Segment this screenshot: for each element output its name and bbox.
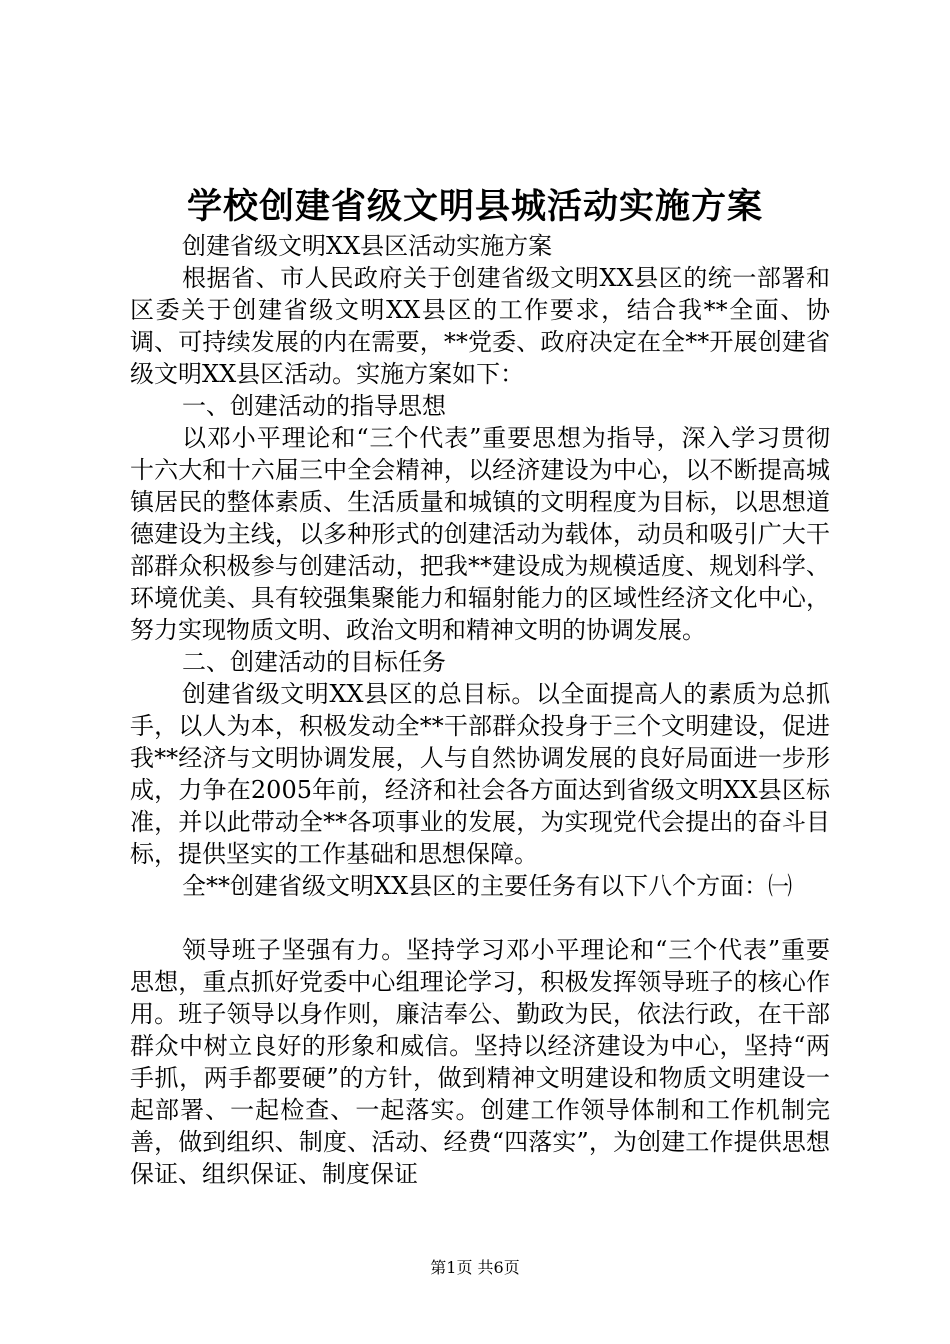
paragraph-intro: 根据省、市人民政府关于创建省级文明XX县区的统一部署和区委关于创建省级文明XX县区的工作要求，结合我**全面、协调、可持续发展的内在需要，**党委、政府决定在全**开展创建省级文明XX县区活动。实施方案如下： [130, 264, 830, 388]
section-heading-2: 二、创建活动的目标任务 [182, 648, 446, 676]
document-body [130, 230, 830, 1190]
section-heading-1: 一、创建活动的指导思想 [182, 392, 446, 420]
blank-line [130, 902, 830, 934]
paragraph-overall-goal: 创建省级文明XX县区的总目标。以全面提高人的素质为总抓手，以人为本，积极发动全**干部群众投身于三个文明建设，促进我**经济与文明协调发展，人与自然协调发展的良好局面进一步形成，力争在2005年前，经济和社会各方面达到省级文明XX县区标准，并以此带动全**各项事业的发展，为实现党代会提出的奋斗目标，提供坚实的工作基础和思想保障。 [130, 680, 830, 868]
paragraph-subtitle: 创建省级文明XX县区活动实施方案 [182, 232, 553, 260]
paragraph-guiding-thought: 以邓小平理论和“三个代表”重要思想为指导，深入学习贯彻十六大和十六届三中全会精神，以经济建设为中心，以不断提高城镇居民的整体素质、生活质量和城镇的文明程度为目标，以思想道德建设为主线，以多种形式的创建活动为载体，动员和吸引广大干部群众积极参与创建活动，把我**建设成为规模适度、规划科学、环境优美、具有较强集聚能力和辐射能力的区域性经济文化中心，努力实现物质文明、政治文明和精神文明的协调发展。 [130, 424, 830, 644]
page-footer: 第1页 共6页 [430, 1258, 520, 1277]
document-title: 学校创建省级文明县城活动实施方案 [186, 186, 763, 227]
paragraph-leadership: 领导班子坚强有力。坚持学习邓小平理论和“三个代表”重要思想，重点抓好党委中心组理论学习，积极发挥领导班子的核心作用。班子领导以身作则，廉洁奉公、勤政为民，依法行政，在干部群众中树立良好的形象和威信。坚持以经济建设为中心，坚持“两手抓，两手都要硬”的方针，做到精神文明建设和物质文明建设一起部署、一起检查、一起落实。创建工作领导体制和工作机制完善，做到组织、制度、活动、经费“四落实”，为创建工作提供思想保证、组织保证、制度保证 [130, 936, 830, 1188]
paragraph-main-tasks: 全**创建省级文明XX县区的主要任务有以下八个方面：㈠ [182, 872, 793, 900]
